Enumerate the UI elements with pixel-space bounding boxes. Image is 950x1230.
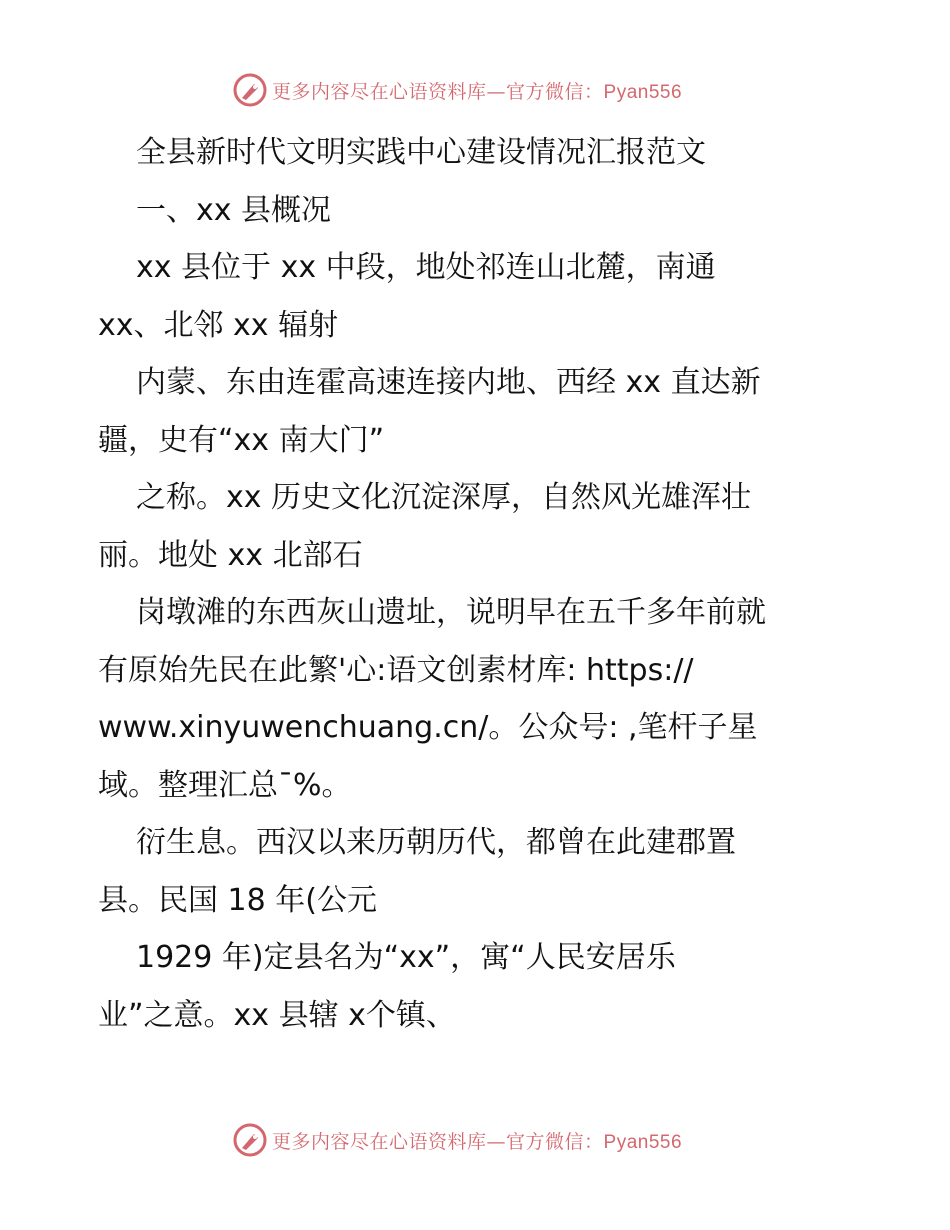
- footer-banner[interactable]: [232, 1120, 712, 1160]
- header-banner[interactable]: [232, 70, 712, 110]
- header-wechat-id: Pyan556: [603, 81, 683, 103]
- paragraph-line: 丽。地处 xx 北部石: [98, 537, 363, 573]
- paragraph-line: 域。整理汇总¯%。: [98, 767, 352, 803]
- document-body: [98, 124, 878, 1044]
- paragraph-line: 县。民国 18 年(公元: [98, 882, 377, 918]
- header-banner-text: [272, 77, 682, 104]
- pen-nib-circle-icon: [232, 1122, 268, 1158]
- paragraph-line: 1929 年)定县名为“xx”，寓“人民安居乐: [136, 940, 676, 975]
- footer-wechat-id: Pyan556: [603, 1131, 683, 1153]
- paragraph-line: 疆，史有“xx 南大门”: [98, 422, 385, 458]
- footer-banner-label: 更多内容尽在心语资料库—官方微信：: [272, 1130, 604, 1153]
- paragraph-line: 衍生息。西汉以来历朝历代，都曾在此建郡置: [136, 825, 736, 860]
- paragraph-line: 之称。xx 历史文化沉淀深厚，自然风光雄浑壮: [136, 480, 752, 515]
- paragraph-line: 业”之意。xx 县辖 x个镇、: [98, 997, 456, 1033]
- paragraph-line: 内蒙、东由连霍高速连接内地、西经 xx 直达新: [136, 365, 761, 400]
- pen-nib-circle-icon: [232, 72, 268, 108]
- paragraph-line: 有原始先民在此繁'心:语文创素材库: https://: [98, 652, 694, 688]
- paragraph-line: 岗墩滩的东西灰山遗址，说明早在五千多年前就: [136, 595, 766, 630]
- paragraph-line: www.xinyuwenchuang.cn/。公众号: ,笔杆子星: [98, 710, 758, 745]
- paragraph-line: xx、北邻 xx 辐射: [98, 307, 339, 343]
- document-title: 全县新时代文明实践中心建设情况汇报范文: [136, 135, 706, 170]
- footer-banner-text: [272, 1127, 682, 1154]
- header-banner-label: 更多内容尽在心语资料库—官方微信：: [272, 80, 604, 103]
- section-heading: 一、xx 县概况: [136, 192, 332, 228]
- paragraph-line: xx 县位于 xx 中段，地处祁连山北麓，南通: [136, 250, 716, 285]
